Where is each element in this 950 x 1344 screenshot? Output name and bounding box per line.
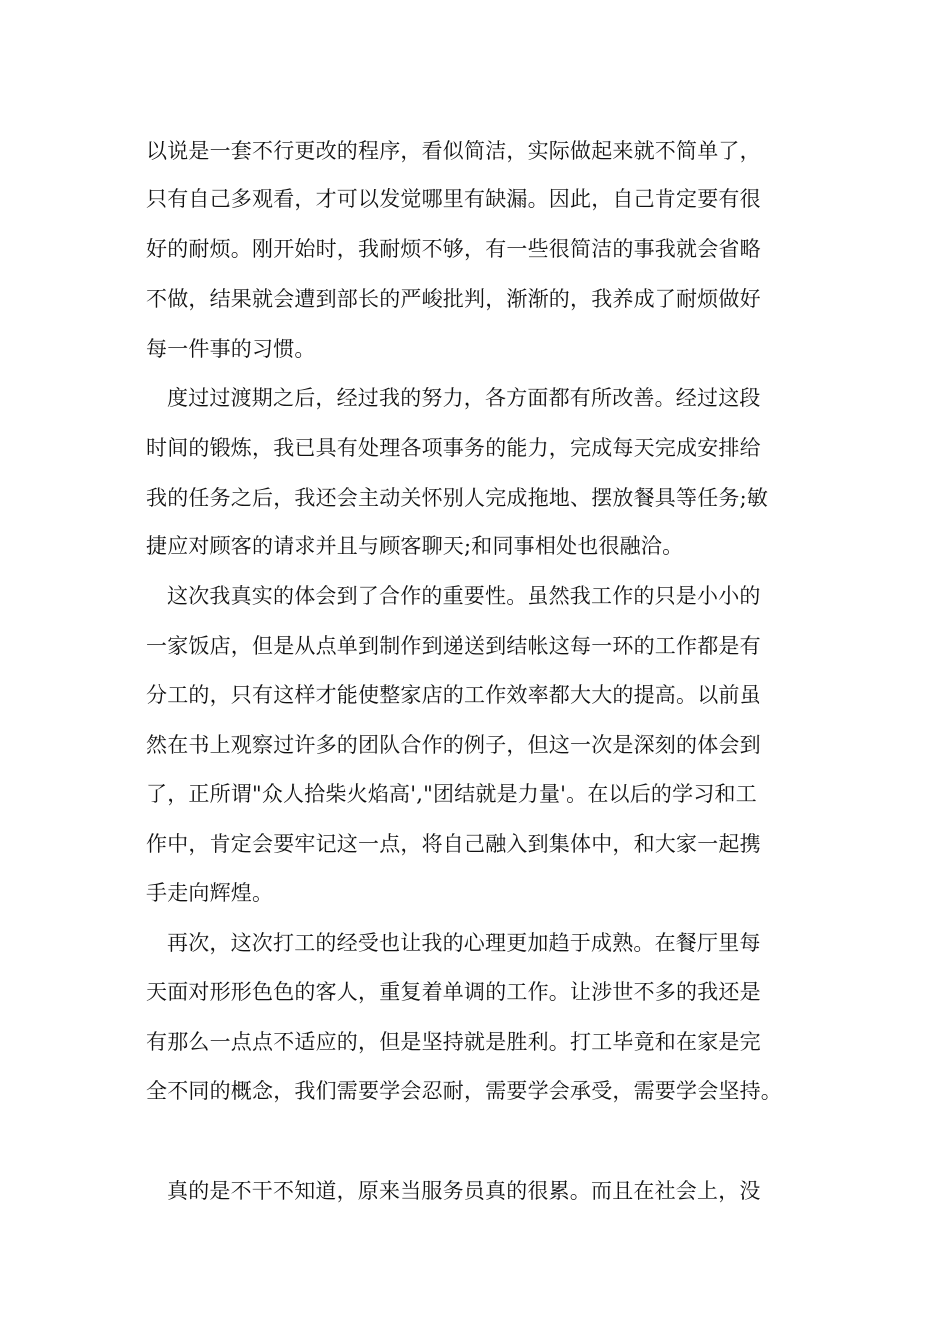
text-line: 分工的，只有这样才能使整家店的工作效率都大大的提高。以前虽 (146, 683, 761, 707)
text-line: 以说是一套不行更改的程序，看似简洁，实际做起来就不简单了， (146, 139, 761, 163)
text-line: 全不同的概念，我们需要学会忍耐，需要学会承受，需要学会坚持。 (146, 1079, 782, 1103)
text-line: 捷应对顾客的请求并且与顾客聊天;和同事相处也很融洽。 (146, 534, 684, 558)
text-line: 了，正所谓"众人拾柴火焰高',"团结就是力量'。在以后的学习和工 (146, 782, 757, 806)
text-line: 天面对形形色色的客人，重复着单调的工作。让涉世不多的我还是 (146, 980, 761, 1004)
text-line: 有那么一点点不适应的，但是坚持就是胜利。打工毕竟和在家是完 (146, 1030, 761, 1054)
text-line: 只有自己多观看，才可以发觉哪里有缺漏。因此，自己肯定要有很 (146, 187, 761, 211)
text-line: 这次我真实的体会到了合作的重要性。虽然我工作的只是小小的 (167, 584, 761, 608)
text-line: 不做，结果就会遭到部长的严峻批判，渐渐的，我养成了耐烦做好 (146, 287, 761, 311)
text-line: 然在书上观察过许多的团队合作的例子，但这一次是深刻的体会到 (146, 733, 761, 757)
text-line: 真的是不干不知道，原来当服务员真的很累。而且在社会上，没 (167, 1179, 761, 1203)
text-line: 时间的锻炼，我已具有处理各项事务的能力，完成每天完成安排给 (146, 436, 761, 460)
text-line: 好的耐烦。刚开始时，我耐烦不够，有一些很简洁的事我就会省略 (146, 237, 761, 261)
text-line: 再次，这次打工的经受也让我的心理更加趋于成熟。在餐厅里每 (167, 931, 761, 955)
text-line: 一家饭店，但是从点单到制作到递送到结帐这每一环的工作都是有 (146, 634, 761, 658)
text-line: 作中，肯定会要牢记这一点，将自己融入到集体中，和大家一起携 (146, 832, 761, 856)
text-line: 每一件事的习惯。 (146, 337, 316, 361)
text-line: 手走向辉煌。 (146, 881, 274, 905)
text-line: 我的任务之后，我还会主动关怀别人完成拖地、摆放餐具等任务;敏 (146, 486, 769, 510)
text-line: 度过过渡期之后，经过我的努力，各方面都有所改善。经过这段 (167, 386, 761, 410)
